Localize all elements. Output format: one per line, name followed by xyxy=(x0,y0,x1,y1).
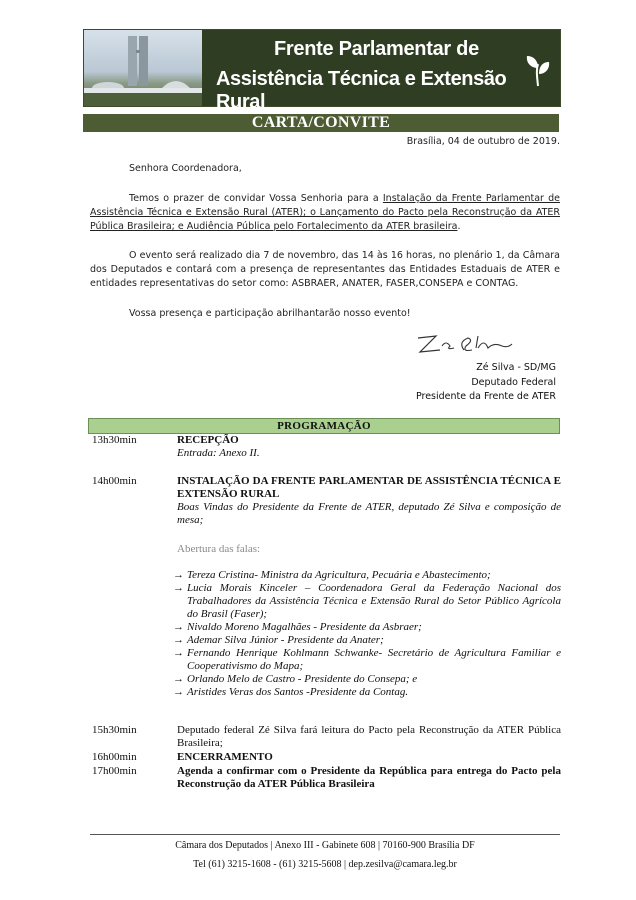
reception-subtitle: Entrada: Anexo II. xyxy=(177,447,260,459)
signer-position: Presidente da Frente de ATER xyxy=(415,391,556,402)
banner-title-line1: Frente Parlamentar de xyxy=(274,38,479,60)
arrow-right-icon: → xyxy=(173,569,184,581)
speaker-list xyxy=(173,569,561,699)
footer-contact: Tel (61) 3215-1608 - (61) 3215-5608 | dep.zesilva@camara.leg.br xyxy=(193,859,457,870)
time-2: 14h00min xyxy=(92,475,137,487)
list-item xyxy=(173,686,561,699)
handwritten-signature xyxy=(414,328,514,360)
banner-title-line2: Assistência Técnica e Extensão Rural xyxy=(216,68,507,113)
installation-subtitle: Boas Vindas do Presidente da Frente de ATER, deputado Zé Silva e composição de mesa; xyxy=(177,501,561,526)
signer-role: Deputado Federal xyxy=(471,376,556,388)
banner-title xyxy=(202,30,560,113)
arrow-right-icon: → xyxy=(173,647,184,659)
header-banner xyxy=(83,29,561,113)
time-1: 13h30min xyxy=(92,434,137,446)
list-item xyxy=(173,647,561,673)
arrow-right-icon: → xyxy=(173,621,184,633)
footer-address: Câmara dos Deputados | Anexo III - Gabinete 608 | 70160-900 Brasília DF xyxy=(175,840,475,851)
list-item xyxy=(173,634,561,647)
carta-convite-bar: CARTA/CONVITE xyxy=(83,114,559,132)
installation-title: INSTALAÇÃO DA FRENTE PARLAMENTAR DE ASSISTÊNCIA TÉCNICA E EXTENSÃO RURAL xyxy=(177,475,561,500)
closing-paragraph: Vossa presença e participação abrilhantarão nosso evento! xyxy=(129,308,411,319)
list-item xyxy=(173,673,561,686)
congress-building-icon xyxy=(84,30,202,106)
program-item-installation xyxy=(177,475,561,527)
speaker-text: Nivaldo Moreno Magalhães - Presidente da Asbraer; xyxy=(187,621,422,633)
list-item xyxy=(173,582,561,621)
speaker-text: Ademar Silva Júnior - Presidente da Anater; xyxy=(187,634,384,646)
paragraph1-tail: . xyxy=(457,221,461,232)
leaf-icon xyxy=(524,54,552,88)
signature-block xyxy=(378,361,556,405)
reception-title: RECEPÇÃO xyxy=(177,434,239,446)
arrow-right-icon: → xyxy=(173,673,184,685)
arrow-right-icon: → xyxy=(173,634,184,646)
program-item-closing: ENCERRAMENTO xyxy=(177,751,273,763)
salutation: Senhora Coordenadora, xyxy=(129,163,242,174)
time-3: 15h30min xyxy=(92,724,137,736)
invitation-paragraph xyxy=(90,192,560,234)
list-item xyxy=(173,569,561,582)
letter-date: Brasília, 04 de outubro de 2019. xyxy=(406,136,560,147)
event-titles-underlined: Instalação da Frente Parlamentar de Assistência Técnica e Extensão Rural (ATER); o Lançamento do Pacto pela Reconstrução da ATER Pública Brasileira; e Audiência Pública pelo Fortalecimento da ATER brasileira xyxy=(90,193,560,232)
abertura-das-falas: Abertura das falas: xyxy=(177,543,261,555)
speaker-text: Orlando Melo de Castro - Presidente do Consepa; e xyxy=(187,673,418,685)
program-item-agenda: Agenda a confirmar com o Presidente da República para entrega do Pacto pela Reconstrução da ATER Pública Brasileira xyxy=(177,765,561,790)
time-4: 16h00min xyxy=(92,751,137,763)
program-item-reception xyxy=(177,434,561,460)
speaker-text: Tereza Cristina- Ministra da Agricultura, Pecuária e Abastecimento; xyxy=(187,569,491,581)
program-item-reading: Deputado federal Zé Silva fará leitura do Pacto pela Reconstrução da ATER Pública Brasileira; xyxy=(177,724,561,749)
paragraph1-lead: Temos o prazer de convidar Vossa Senhoria para a xyxy=(129,193,383,204)
time-5: 17h00min xyxy=(92,765,137,777)
speaker-text: Aristides Veras dos Santos -Presidente da Contag. xyxy=(187,686,409,698)
signer-name: Zé Silva - SD/MG xyxy=(476,362,556,373)
event-details-paragraph: O evento será realizado dia 7 de novembro, das 14 às 16 horas, no plenário 1, da Câmara dos Deputados e contará com a presença de representantes das Entidades Estaduais de ATER e entidades representativas do setor como: ASBRAER, ANATER, FASER,CONSEPA e CONTAG. xyxy=(90,250,560,289)
speaker-text: Lucia Morais Kinceler – Coordenadora Geral da Federação Nacional dos Trabalhadores da Assistência Técnica e Extensão Rural do Setor Público Agrícola do Brasil (Faser); xyxy=(187,582,561,620)
arrow-right-icon: → xyxy=(173,686,184,698)
speaker-text: Fernando Henrique Kohlmann Schwanke- Secretário de Agricultura Familiar e Cooperativismo do Mapa; xyxy=(187,647,561,672)
footer-divider xyxy=(90,834,560,835)
list-item xyxy=(173,621,561,634)
programacao-bar: PROGRAMAÇÃO xyxy=(88,418,560,434)
arrow-right-icon: → xyxy=(173,582,184,594)
